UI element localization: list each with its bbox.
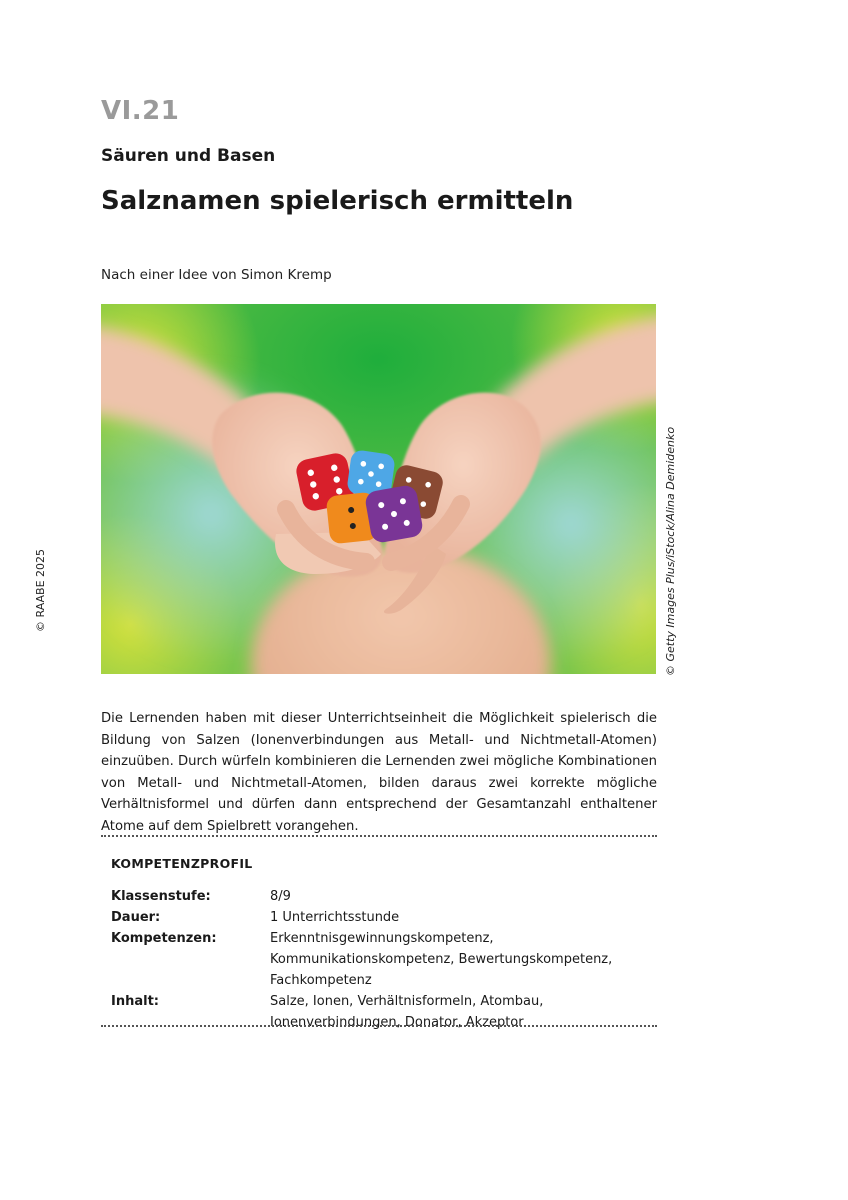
competence-profile-table [111, 886, 651, 1033]
profile-value: Erkenntnisgewinnungskompetenz, Kommunikationskompetenz, Bewertungskompetenz, Fachkompetenz [270, 931, 613, 988]
photo-credit: © Getty Images Plus/iStock/Alina Demidenko [664, 426, 677, 676]
intro-paragraph: Die Lernenden haben mit dieser Unterrichtseinheit die Möglichkeit spielerisch die Bildung von Salzen (Ionenverbindungen aus Metall- und Nichtmetall-Atomen) einzuüben. Durch würfeln kombinieren die Lernenden zwei mögliche Kombinationen von Metall- und Nichtmetall-Atomen, bilden daraus zwei korrekte mögliche Verhältnisformel und dürfen dann entsprechend der Gesamtanzahl enthaltener Atome auf dem Spielbrett vorangehen. [101, 711, 657, 834]
profile-label: Dauer: [111, 910, 161, 925]
photo-hands-holding-dice-icon [101, 304, 656, 674]
competence-profile-heading: KOMPETENZPROFIL [111, 856, 253, 871]
profile-label: Inhalt: [111, 994, 159, 1009]
profile-label: Kompetenzen: [111, 931, 217, 946]
cover-photo [101, 304, 656, 674]
dotted-divider-top [101, 835, 657, 837]
side-copyright: © RAABE 2025 [34, 548, 47, 632]
topic-label: Säuren und Basen [101, 146, 276, 166]
unit-number: VI.21 [101, 96, 180, 126]
profile-row-duration [111, 907, 651, 928]
profile-value: Salze, Ionen, Verhältnisformeln, Atombau, Ionenverbindungen, Donator, Akzeptor [270, 994, 544, 1030]
profile-value: 8/9 [270, 889, 291, 904]
profile-label: Klassenstufe: [111, 889, 211, 904]
profile-row-grade [111, 886, 651, 907]
profile-value: 1 Unterrichtsstunde [270, 910, 400, 925]
author-line: Nach einer Idee von Simon Kremp [101, 267, 332, 283]
dotted-divider-bottom [101, 1025, 657, 1027]
profile-row-competences [111, 928, 651, 991]
page-title: Salznamen spielerisch ermitteln [101, 186, 574, 216]
